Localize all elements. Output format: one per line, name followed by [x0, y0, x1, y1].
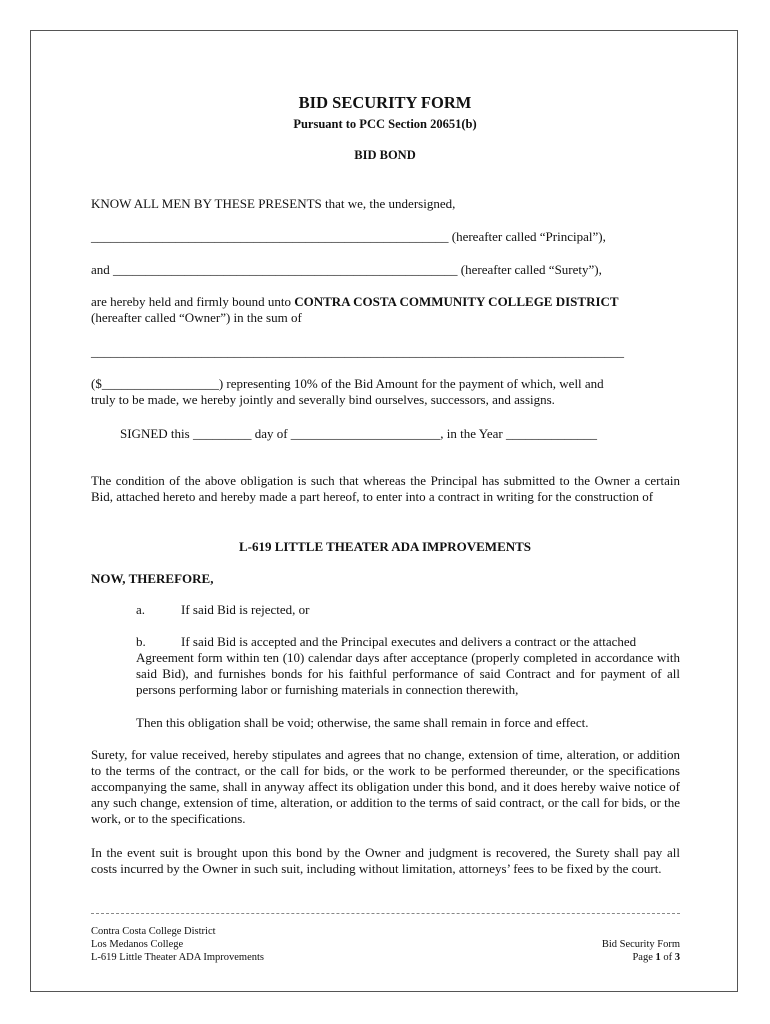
signed-line: SIGNED this _________ day of _______________________, in the Year ______________ — [120, 426, 598, 441]
item-a-label: a. — [136, 602, 146, 617]
footer-district: Contra Costa College District — [91, 926, 216, 937]
item-b-text: Agreement form within ten (10) calendar days after acceptance (properly completed in accordance with said Bid), and furnishes bonds for his faithful performance of said Contract and for payment of all persons performing labor or furnishing materials in connection therewith, — [136, 650, 680, 697]
footer-left — [91, 925, 264, 964]
amount-line-1: ($__________________) representing 10% of the Bid Amount for the payment of which, well and — [91, 376, 604, 391]
now-therefore-heading: NOW, THEREFORE, — [91, 571, 214, 586]
footer-project: L-619 Little Theater ADA Improvements — [91, 952, 265, 963]
held-bound-prefix: are hereby held and firmly bound unto — [91, 294, 291, 309]
footer-college: Los Medanos College — [91, 939, 184, 950]
page-current: 1 — [655, 952, 661, 963]
principal-line: _______________________________________________________ (hereafter called “Principal”), — [91, 229, 606, 244]
surety-paragraph: Surety, for value received, hereby stipulates and agrees that no change, extension of time, alteration, or addition to the terms of the contract, or the call for bids, or the work to be performed thereunder, or the specifications accompanying the same, shall in anyway affect its obligation under this bond, and it does hereby waive notice of any such change, extension of time, alteration, or addition to the terms of said contract, or the call for bids, or the work, or to the specifications. — [91, 747, 680, 826]
document-title: BID SECURITY FORM — [298, 93, 472, 112]
footer-form-name: Bid Security Form — [601, 939, 680, 950]
district-name: CONTRA COSTA COMMUNITY COLLEGE DISTRICT — [294, 294, 619, 309]
know-all-men-text: KNOW ALL MEN BY THESE PRESENTS that we, the undersigned, — [91, 196, 456, 211]
owner-sum-text: (hereafter called “Owner”) in the sum of — [91, 310, 302, 325]
void-clause: Then this obligation shall be void; otherwise, the same shall remain in force and effect. — [136, 715, 589, 730]
document-subtitle: Pursuant to PCC Section 20651(b) — [293, 117, 477, 131]
item-b-first-line: If said Bid is accepted and the Principal executes and delivers a contract or the attached — [181, 634, 637, 649]
page-prefix: Page — [632, 952, 656, 963]
surety-line: and _____________________________________________________ (hereafter called “Surety”), — [91, 262, 602, 277]
page-total: 3 — [674, 952, 680, 963]
item-b-label: b. — [136, 634, 146, 649]
amount-line-2: truly to be made, we hereby jointly and severally bind ourselves, successors, and assigns. — [91, 392, 555, 407]
project-title: L-619 LITTLE THEATER ADA IMPROVEMENTS — [238, 539, 532, 554]
condition-paragraph: The condition of the above obligation is such that whereas the Principal has submitted to the Owner a certain Bid, attached hereto and hereby made a part hereof, to enter into a contract in writing for the construction of — [91, 473, 680, 504]
bond-heading: BID BOND — [354, 148, 416, 162]
suit-paragraph: In the event suit is brought upon this bond by the Owner and judgment is recovered, the Surety shall pay all costs incurred by the Owner in such suit, including without limitation, attorneys’ fees to be fixed by the court. — [91, 845, 680, 876]
item-a-text: If said Bid is rejected, or — [181, 602, 310, 617]
page-of: of — [660, 952, 675, 963]
footer-page-number — [480, 951, 680, 964]
footer-divider — [91, 913, 680, 914]
held-bound-paragraph — [91, 294, 680, 326]
sum-line: __________________________________________________________________________________ — [91, 344, 624, 359]
footer-right — [480, 938, 680, 964]
